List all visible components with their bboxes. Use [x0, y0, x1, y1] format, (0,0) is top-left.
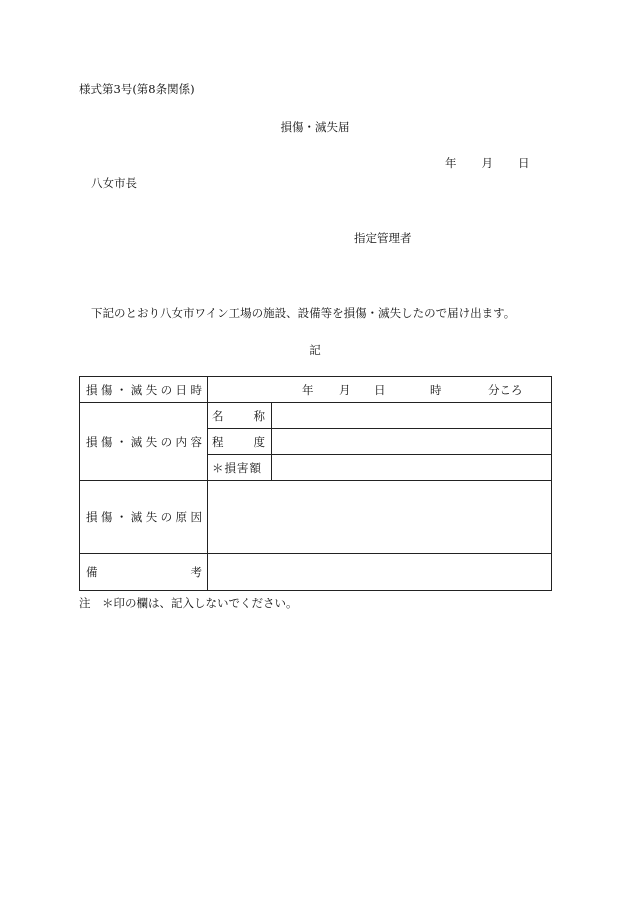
addressee: 八女市長 — [91, 176, 137, 190]
label-datetime-char: 損 — [86, 382, 98, 397]
remarks-entry[interactable] — [208, 554, 552, 591]
row-cause — [80, 481, 552, 554]
report-table — [79, 376, 552, 591]
datetime-month-label: 月 — [339, 383, 351, 397]
label-datetime-char: ・ — [115, 382, 128, 397]
label-datetime-char: 日 — [175, 382, 188, 397]
label-datetime-char: 傷 — [100, 382, 113, 397]
damage-amount-label: ＊損害額 — [212, 460, 262, 475]
label-cause-char: ・ — [115, 510, 128, 524]
date-year-label: 年 — [445, 156, 457, 170]
sub-label-degree-char: 度 — [253, 434, 265, 449]
label-datetime — [80, 377, 208, 403]
row-remarks — [80, 554, 552, 591]
label-cause-char: 因 — [190, 510, 202, 524]
sub-label-name — [208, 403, 272, 429]
sub-label-degree-char: 程 — [212, 434, 224, 449]
label-content-char: の — [160, 434, 173, 449]
label-cause-char: 失 — [145, 510, 158, 524]
label-datetime-char: の — [160, 382, 173, 397]
content-degree-entry[interactable] — [272, 429, 552, 455]
label-cause-char: 傷 — [100, 510, 113, 524]
content-damage-entry[interactable] — [272, 455, 552, 481]
cause-entry[interactable] — [208, 481, 552, 554]
date-day-label: 日 — [518, 156, 530, 170]
sub-label-name-char: 称 — [253, 408, 265, 423]
datetime-minute-label: 分ころ — [488, 383, 523, 397]
label-remarks-char: 考 — [190, 565, 202, 579]
row-datetime — [80, 377, 552, 403]
sub-label-damage — [208, 455, 272, 481]
label-content-char: ・ — [115, 434, 128, 449]
document-title: 損傷・滅失届 — [280, 120, 350, 134]
datetime-day-label: 日 — [374, 383, 386, 397]
date-line — [445, 155, 530, 171]
label-datetime-char: 失 — [145, 382, 158, 397]
form-number: 様式第3号(第8条関係) — [79, 82, 195, 96]
label-content-char: 滅 — [130, 434, 143, 449]
label-content-char: 損 — [86, 434, 98, 449]
footnote: 注 ＊印の欄は、記入しないでください。 — [79, 596, 298, 610]
label-cause-char: 滅 — [130, 510, 143, 524]
label-datetime-char: 滅 — [130, 382, 143, 397]
row-content-name — [80, 403, 552, 429]
sub-label-degree — [208, 429, 272, 455]
label-datetime-char: 時 — [190, 382, 202, 397]
date-month-label: 月 — [481, 156, 493, 170]
datetime-entry-cell[interactable] — [208, 377, 552, 403]
datetime-hour-label: 時 — [430, 383, 442, 397]
manager-label: 指定管理者 — [354, 231, 412, 245]
label-content — [80, 403, 208, 481]
label-content-char: 容 — [190, 434, 202, 449]
datetime-year-label: 年 — [302, 383, 314, 397]
label-content-char: 傷 — [100, 434, 113, 449]
label-cause-char: 損 — [86, 510, 98, 524]
sub-label-name-char: 名 — [212, 408, 224, 423]
label-content-char: 内 — [175, 434, 188, 449]
label-cause-char: の — [160, 510, 173, 524]
label-remarks-char: 備 — [86, 565, 98, 579]
content-name-entry[interactable] — [272, 403, 552, 429]
label-cause-char: 原 — [175, 510, 188, 524]
label-remarks — [80, 554, 208, 591]
ki-heading: 記 — [309, 343, 321, 357]
body-text: 下記のとおり八女市ワイン工場の施設、設備等を損傷・滅失したので届け出ます。 — [91, 306, 516, 320]
label-content-char: 失 — [145, 434, 158, 449]
label-cause — [80, 481, 208, 554]
